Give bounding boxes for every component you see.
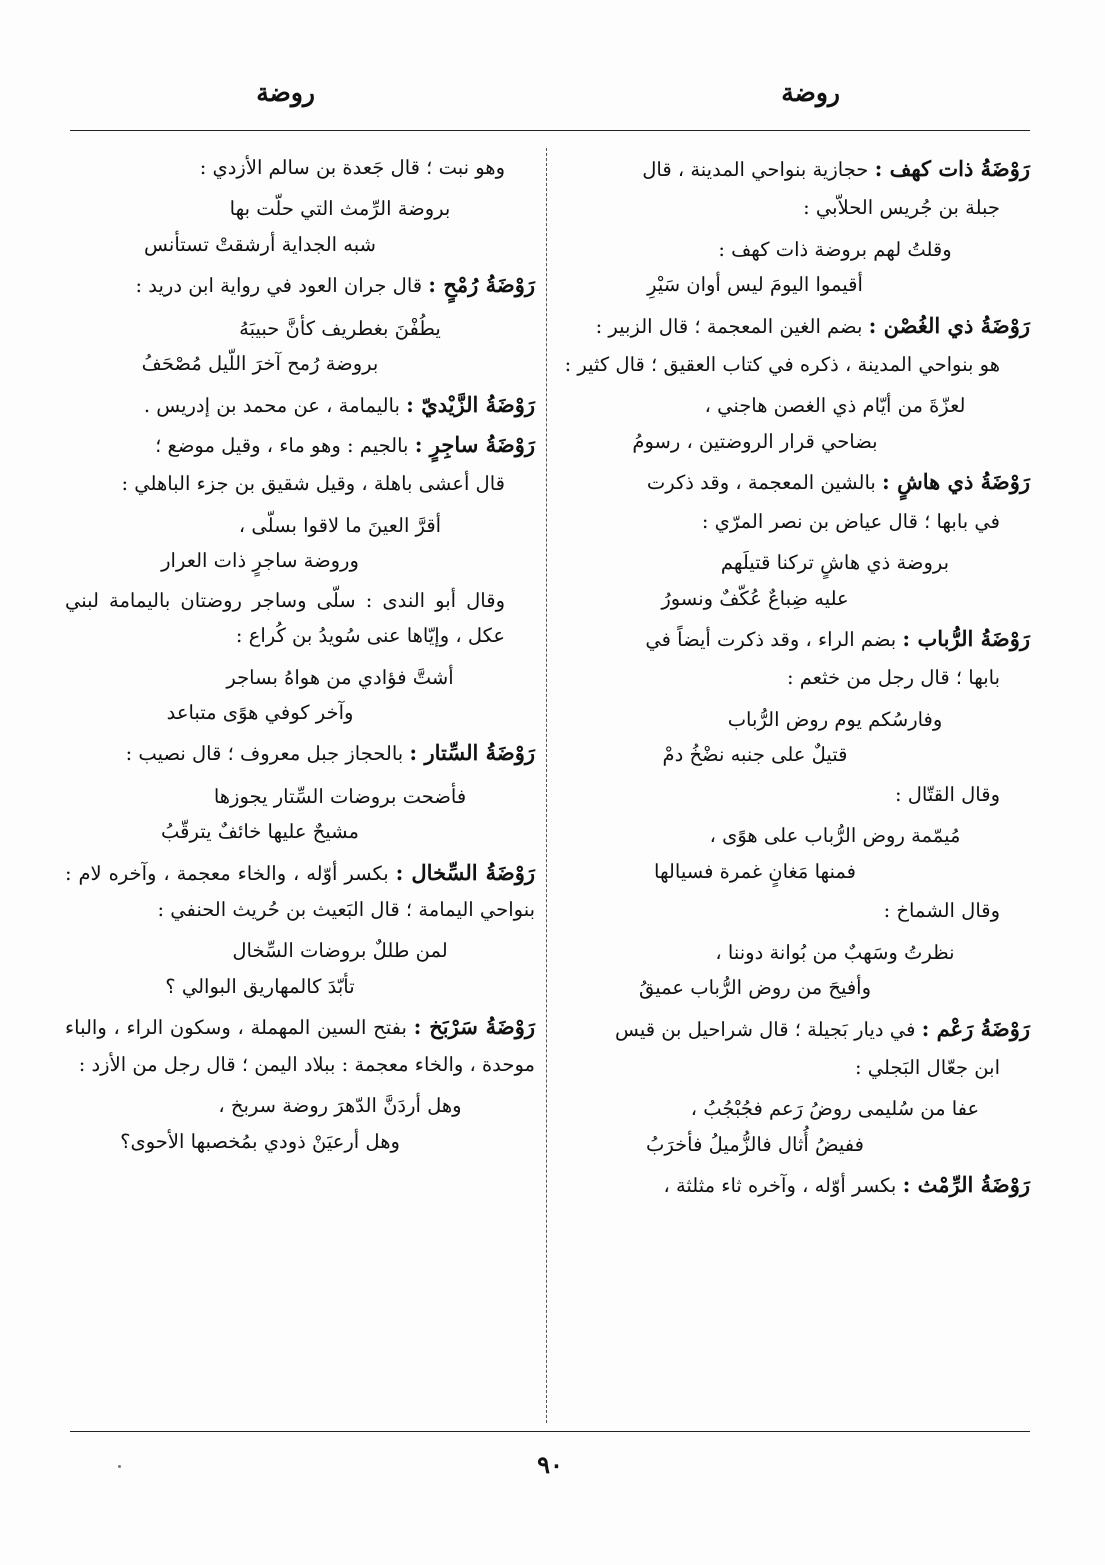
entry-text: بكسر أوّله ، والخاء معجمة ، وآخره لام : بنواحي اليمامة ؛ قال البَعيث بن حُريث الحنفي :: [65, 861, 535, 921]
continuation-text: قال أعشى باهلة ، وقيل شقيق بن جزء الباهلي :: [121, 472, 505, 496]
verse-hemistich-first: لعزّةَ من أيّام ذي الغصن هاجني ،: [704, 394, 966, 418]
entry-headword: رَوْضَةُ رَعْم :: [921, 1015, 1030, 1041]
verse: [560, 702, 1030, 773]
entry-headword: رَوْضَةُ السِّتار :: [409, 740, 535, 766]
entry-text: قال جران العود في رواية ابن دريد :: [135, 274, 429, 298]
verse: [65, 779, 535, 850]
verse-hemistich-first: عفا من سُليمى روضُ رَعم فجُبْجُبُ ،: [690, 1097, 980, 1121]
verse: [65, 311, 535, 382]
continuation-text: بابها ؛ قال رجل من خثعم :: [787, 666, 1000, 690]
verse-hemistich-second: وهل أرعيَنْ ذودي بمُخصبها الأحوى؟: [120, 1129, 400, 1153]
continuation-text: وقال القتّال :: [894, 782, 1000, 806]
verse: [560, 935, 1030, 1006]
verse: [560, 232, 1030, 303]
verse-hemistich-second: قتيلٌ على جنبه نضْخُ دمْ: [662, 743, 848, 767]
entry-headword: رَوْضَةُ ذات كهف :: [874, 156, 1030, 181]
verse-hemistich-first: بروضة الرِّمث التي حلّت بها: [229, 197, 451, 221]
entry: [560, 1166, 1030, 1204]
verse-hemistich-second: تأبّدَ كالمهاريق البوالي ؟: [165, 974, 355, 998]
running-header-right: روضة: [781, 78, 840, 107]
verse: [560, 818, 1030, 889]
verse: [65, 191, 535, 262]
entry-headword: رَوْضَةُ الزَّيْديّ :: [406, 391, 535, 417]
running-header-left: روضة: [256, 78, 315, 107]
verse: [560, 388, 1030, 459]
entry-text: في ديار بَجيلة ؛ قال شراحيل بن قيس: [614, 1017, 922, 1041]
entry-text: باليمامة ، عن محمد بن إدريس .: [143, 393, 407, 417]
verse-hemistich-second: فمنها مَغانٍ غمرة فسيالها: [654, 859, 856, 883]
verse-hemistich-first: وقلتُ لهم بروضة ذات كهف :: [718, 237, 952, 261]
continuation-text: وقال الشماخ :: [883, 899, 1000, 923]
page-number: ٩٠: [537, 1450, 563, 1479]
footer-rule: [70, 1431, 1030, 1432]
entry: [65, 266, 535, 304]
verse-hemistich-first: أشتَّ فؤادي من هواهُ بساجر: [226, 665, 454, 689]
verse-hemistich-first: نظرتُ وسَهبٌ من بُوانة دوننا ،: [715, 940, 955, 964]
entry-text: بالجيم : وهو ماء ، وقيل موضع ؛: [155, 433, 415, 457]
continuation-text: هو بنواحي المدينة ، ذكره في كتاب العقيق ؛ قال كثير :: [564, 352, 1000, 376]
continuation-text: ابن جعّال البَجلي :: [855, 1055, 1000, 1079]
entry-headword: رَوْضَةُ ذي الغُصْن :: [868, 312, 1030, 338]
continuation-text: جبلة بن جُريس الحلاّبي :: [803, 196, 1000, 220]
entry-headword: رَوْضَةُ الرِّمْث :: [902, 1172, 1030, 1198]
verse: [560, 1091, 1030, 1162]
verse-hemistich-second: شبه الجداية أرشقتْ تستأنس: [144, 232, 376, 256]
verse-hemistich-second: بضاحي قرار الروضتين ، رسومُ: [632, 429, 878, 453]
verse-hemistich-first: وفارسُكم يوم روض الرُّباب: [727, 707, 943, 731]
verse-hemistich-first: بروضة ذي هاشٍ تركنا قتيلَهم: [720, 551, 950, 575]
entry-text: بضم الراء ، وقد ذكرت أيضاً في: [645, 628, 903, 652]
verse-hemistich-first: يطُفْنَ بغطريف كأنَّ حبيبَهُ: [239, 316, 441, 340]
continuation-text: في بابها ؛ قال عياض بن نصر المرّي :: [701, 509, 1000, 533]
entry-headword: رَوْضَةُ ذي هاشٍ :: [882, 469, 1030, 495]
entry-headword: رَوْضَةُ رُمْحٍ :: [428, 272, 535, 298]
entry: [560, 620, 1030, 658]
verse-hemistich-second: وروضة ساجرٍ ذات العرار: [161, 549, 359, 573]
entry: [560, 307, 1030, 345]
verse: [65, 933, 535, 1004]
entry: [65, 426, 535, 464]
entry-text: بكسر أوّله ، وآخره ثاء مثلثة ،: [663, 1174, 903, 1198]
verse-hemistich-second: وآخر كوفي هوًى متباعد: [166, 700, 354, 724]
verse: [65, 508, 535, 579]
entry-text: بالشين المعجمة ، وقد ذكرت: [646, 471, 883, 495]
continuation-text: وقال أبو الندى : سلّى وساجر روضتان باليمامة لبني عكل ، وإيّاها عنى سُويدُ بن كُراع :: [65, 588, 505, 648]
entry: [65, 386, 535, 424]
verse-hemistich-first: أقرَّ العينَ ما لاقوا بسلّى ،: [238, 513, 442, 537]
verse: [65, 660, 535, 731]
entry-headword: رَوْضَةُ ساجِرٍ :: [414, 431, 535, 457]
entry: [65, 854, 535, 928]
verse-hemistich-second: وأفيحَ من روض الرُّباب عميقُ: [638, 976, 872, 1000]
entry-headword: رَوْضَةُ السِّخال :: [395, 859, 535, 885]
verse-hemistich-second: بروضة رُمح آخرَ اللّيل مُصْحَفُ: [141, 352, 379, 376]
ink-speck: [118, 1465, 121, 1468]
entry-text: بفتح السين المهملة ، وسكون الراء ، والباء موحدة ، والخاء معجمة : ببلاد اليمن ؛ قال رجل من الأزد :: [65, 1016, 535, 1076]
left-column: [65, 150, 535, 1163]
verse-hemistich-first: مُيمّمة روض الرُّباب على هوًى ،: [709, 824, 961, 848]
header-rule: [70, 130, 1030, 131]
verse: [65, 1088, 535, 1159]
entry-text: حجازية بنواحي المدينة ، قال: [642, 158, 875, 181]
right-column: [560, 150, 1030, 1206]
entry: [560, 150, 1030, 188]
entry: [65, 734, 535, 772]
entry-text: بضم الغين المعجمة ؛ قال الزبير :: [595, 314, 869, 338]
entry-headword: رَوْضَةُ سَرْبَخ :: [413, 1014, 535, 1040]
verse-hemistich-first: فأضحت بروضات السِّتار يجوزها: [213, 784, 467, 808]
entry: [65, 1008, 535, 1082]
verse-hemistich-first: لمن طللٌ بروضات السِّخال: [232, 939, 448, 963]
verse-hemistich-first: وهل أردَنَّ الدّهرَ روضة سربخ ،: [218, 1094, 462, 1118]
continuation-text: وهو نبت ؛ قال جَعدة بن سالم الأزدي :: [199, 156, 505, 179]
verse: [560, 545, 1030, 616]
entry-text: بالحجاز جبل معروف ؛ قال نصيب :: [125, 742, 410, 766]
verse-hemistich-second: عليه ضِباعٌ عُكّفٌ ونسورُ: [661, 586, 849, 610]
column-divider: [546, 148, 547, 1423]
verse-hemistich-second: أقيموا اليومَ ليس أوان سَيْرِ: [647, 273, 863, 297]
verse-hemistich-second: ففيضُ أُثال فالزُّميلُ فأخرَبُ: [645, 1132, 864, 1156]
entry: [560, 1010, 1030, 1048]
entry: [560, 463, 1030, 501]
verse-hemistich-second: مشيحٌ عليها خائفٌ يترقّبُ: [161, 820, 359, 844]
entry-headword: رَوْضَةُ الرُّباب :: [902, 626, 1030, 652]
